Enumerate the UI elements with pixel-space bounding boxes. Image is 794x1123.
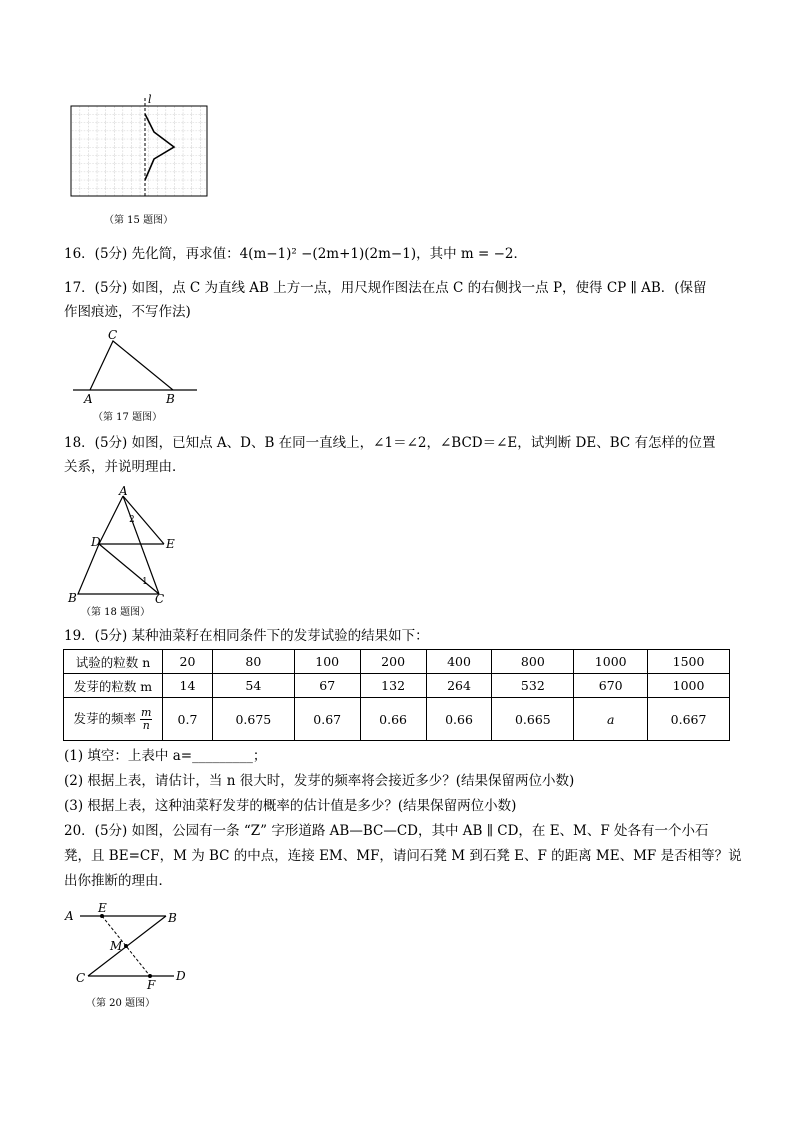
- table-cell: 20: [163, 650, 213, 674]
- label-A: A: [84, 392, 93, 406]
- table-cell: 1500: [648, 650, 730, 674]
- label-A: A: [119, 486, 128, 498]
- figure-20-caption: （第 20 题图）: [86, 998, 156, 1009]
- question-19-sub-3: (3) 根据上表，这种油菜籽发芽的概率的估计值是多少？(结果保留两位小数): [64, 798, 517, 814]
- table-cell: 0.67: [294, 698, 360, 741]
- angle-1-label: 1: [142, 577, 148, 587]
- figure-15: [68, 92, 210, 212]
- table-cell: 0.66: [426, 698, 492, 741]
- table-cell: 67: [294, 674, 360, 698]
- question-18-line-2: 关系，并说明理由．: [64, 459, 186, 475]
- table-cell: 1000: [574, 650, 648, 674]
- table-cell: 670: [574, 674, 648, 698]
- question-16: 16．(5分) 先化简，再求值：4(m−1)² −(2m+1)(2m−1)，其中 m = −2．: [64, 246, 527, 262]
- question-18-line-1: 18．(5分) 如图，已知点 A、D、B 在同一直线上，∠1＝∠2，∠BCD＝∠E，试判断 DE、BC 有怎样的位置: [64, 435, 716, 451]
- label-M: M: [110, 939, 123, 953]
- label-E: E: [98, 901, 107, 915]
- label-B: B: [166, 392, 175, 406]
- question-20-line-1: 20．(5分) 如图，公园有一条 “Z” 字形道路 AB—BC—CD，其中 AB ∥ CD，在 E、M、F 处各有一个小石: [64, 823, 709, 839]
- question-19-sub-1: (1) 填空：上表中 a=_________；: [64, 748, 267, 764]
- label-A: A: [65, 909, 74, 923]
- question-17-line-1: 17．(5分) 如图，点 C 为直线 AB 上方一点，用尺规作图法在点 C 的右侧找一点 P，使得 CP ∥ AB．(保留: [64, 280, 707, 296]
- figure-15-caption: （第 15 题图）: [104, 215, 174, 226]
- label-F: F: [147, 978, 156, 992]
- figure-17-caption: （第 17 题图）: [93, 412, 163, 423]
- question-17-line-2: 作图痕迹，不写作法): [64, 304, 191, 320]
- point-M: [124, 944, 128, 948]
- table-cell: 400: [426, 650, 492, 674]
- table-cell: 80: [212, 650, 294, 674]
- grid-frame: [71, 106, 207, 196]
- figure-18: [66, 486, 186, 604]
- table-cell: 0.675: [212, 698, 294, 741]
- figure-18-caption: （第 18 题图）: [81, 607, 151, 618]
- label-E: E: [166, 537, 175, 551]
- table-cell: 54: [212, 674, 294, 698]
- table-row: [64, 674, 730, 698]
- figure-15-grid: [68, 92, 210, 212]
- table-cell: 0.7: [163, 698, 213, 741]
- angle-2-label: 2: [129, 515, 135, 525]
- label-C: C: [108, 328, 118, 342]
- fraction-m-over-n: [140, 707, 152, 732]
- table-cell: 1000: [648, 674, 730, 698]
- figure-20: [62, 900, 192, 992]
- question-20-line-2: 凳，且 BE=CF，M 为 BC 的中点，连接 EM、MF，请问石凳 M 到石凳 E、F 的距离 ME、MF 是否相等？说: [64, 848, 742, 864]
- axis-label-l: l: [148, 93, 152, 106]
- table-row: [64, 698, 730, 741]
- fraction-numerator: m: [141, 705, 152, 719]
- table-cell: 200: [360, 650, 426, 674]
- question-19-intro: 19．(5分) 某种油菜籽在相同条件下的发芽试验的结果如下：: [64, 628, 429, 644]
- table-cell: 532: [492, 674, 574, 698]
- question-19-sub-2: (2) 根据上表，请估计，当 n 很大时，发芽的频率将会接近多少？(结果保留两位小数): [64, 773, 575, 789]
- question-20-line-3: 出你推断的理由．: [64, 873, 172, 889]
- table-cell: 14: [163, 674, 213, 698]
- figure-17: [70, 327, 200, 407]
- row-label-germinated: 发芽的粒数 m: [64, 674, 163, 698]
- table-cell: 0.667: [648, 698, 730, 741]
- germination-table: [63, 649, 730, 741]
- table-cell: 0.66: [360, 698, 426, 741]
- frequency-label: 发芽的频率: [73, 710, 137, 726]
- label-D: D: [91, 535, 101, 549]
- label-B: B: [168, 911, 177, 925]
- row-label-frequency: [64, 698, 163, 741]
- label-C: C: [76, 971, 86, 985]
- label-D: D: [176, 969, 186, 983]
- table-cell: 100: [294, 650, 360, 674]
- table-cell: 800: [492, 650, 574, 674]
- table-cell: 132: [360, 674, 426, 698]
- fraction-denominator: n: [142, 718, 150, 732]
- table-cell: 264: [426, 674, 492, 698]
- table-row: [64, 650, 730, 674]
- table-cell: 0.665: [492, 698, 574, 741]
- row-label-trials: 试验的粒数 n: [64, 650, 163, 674]
- label-C: C: [155, 592, 165, 604]
- label-B: B: [68, 591, 77, 604]
- triangle-ACB: [90, 341, 173, 390]
- table-cell: a: [574, 698, 648, 741]
